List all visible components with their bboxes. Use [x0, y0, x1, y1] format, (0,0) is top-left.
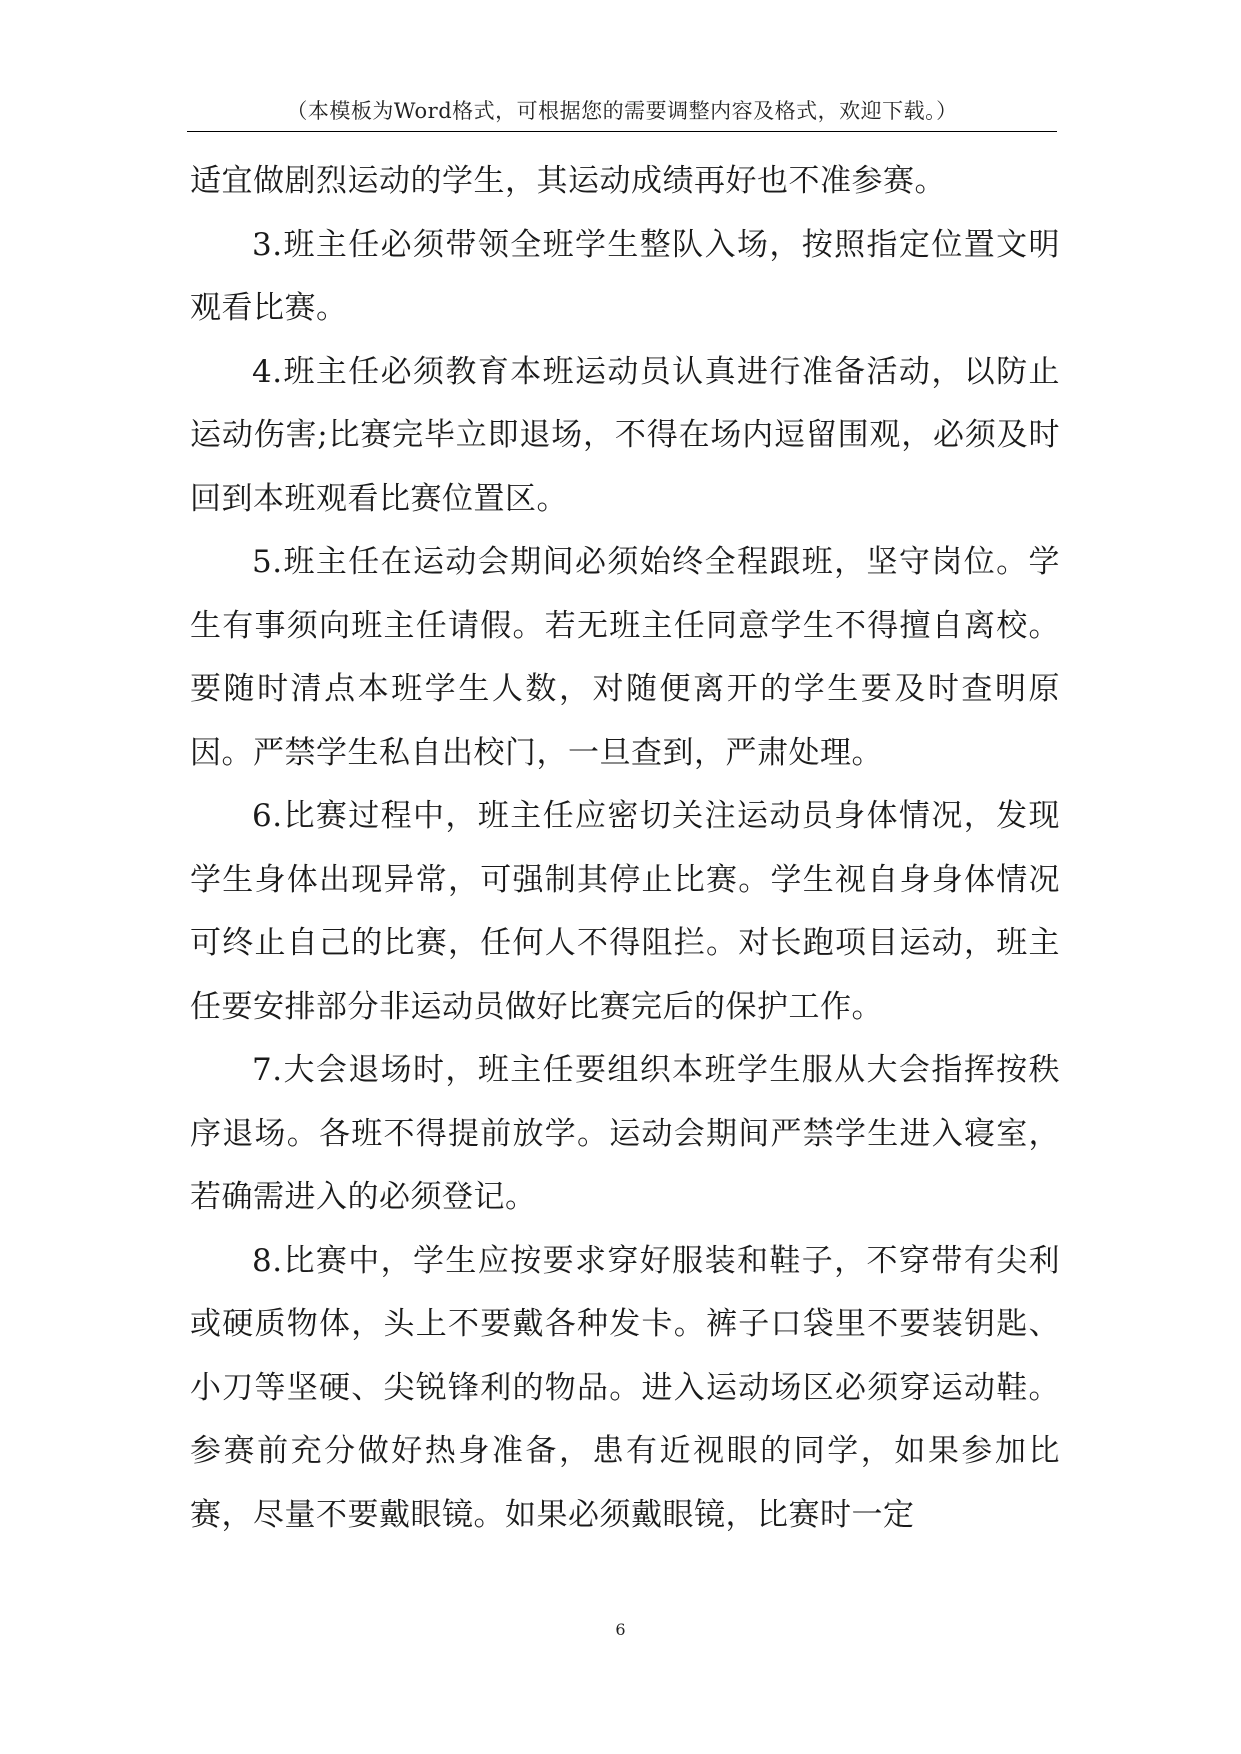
paragraph-item-4: 4.班主任必须教育本班运动员认真进行准备活动，以防止运动伤害;比赛完毕立即退场，不得在场内逗留围观，必须及时回到本班观看比赛位置区。 [190, 353, 1060, 517]
paragraph-item-6: 6.比赛过程中，班主任应密切关注运动员身体情况，发现学生身体出现异常，可强制其停止比赛。学生视自身身体情况可终止自己的比赛，任何人不得阻拦。对长跑项目运动，班主任要安排部分非运动员做好比赛完后的保护工作。 [190, 798, 1060, 1025]
paragraph-item-5: 5.班主任在运动会期间必须始终全程跟班，坚守岗位。学生有事须向班主任请假。若无班主任同意学生不得擅自离校。要随时清点本班学生人数，对随便离开的学生要及时查明原因。严禁学生私自出校门，一旦查到，严肃处理。 [190, 544, 1060, 771]
paragraph-item-8: 8.比赛中，学生应按要求穿好服装和鞋子，不穿带有尖利或硬质物体，头上不要戴各种发卡。裤子口袋里不要装钥匙、小刀等坚硬、尖锐锋利的物品。进入运动场区必须穿运动鞋。参赛前充分做好热身准备，患有近视眼的同学，如果参加比赛，尽量不要戴眼镜。如果必须戴眼镜，比赛时一定 [190, 1242, 1060, 1533]
document-body [190, 150, 1060, 1547]
paragraph-continuation: 适宜做剧烈运动的学生，其运动成绩再好也不准参赛。 [190, 163, 946, 199]
paragraph-item-3: 3.班主任必须带领全班学生整队入场，按照指定位置文明观看比赛。 [190, 226, 1060, 326]
paragraph-item-7: 7.大会退场时，班主任要组织本班学生服从大会指挥按秩序退场。各班不得提前放学。运动会期间严禁学生进入寝室，若确需进入的必须登记。 [190, 1052, 1060, 1215]
page-header-note: （本模板为Word格式，可根据您的需要调整内容及格式，欢迎下载。） [286, 99, 958, 123]
page-number: 6 [615, 1620, 626, 1639]
header-divider [187, 131, 1057, 132]
